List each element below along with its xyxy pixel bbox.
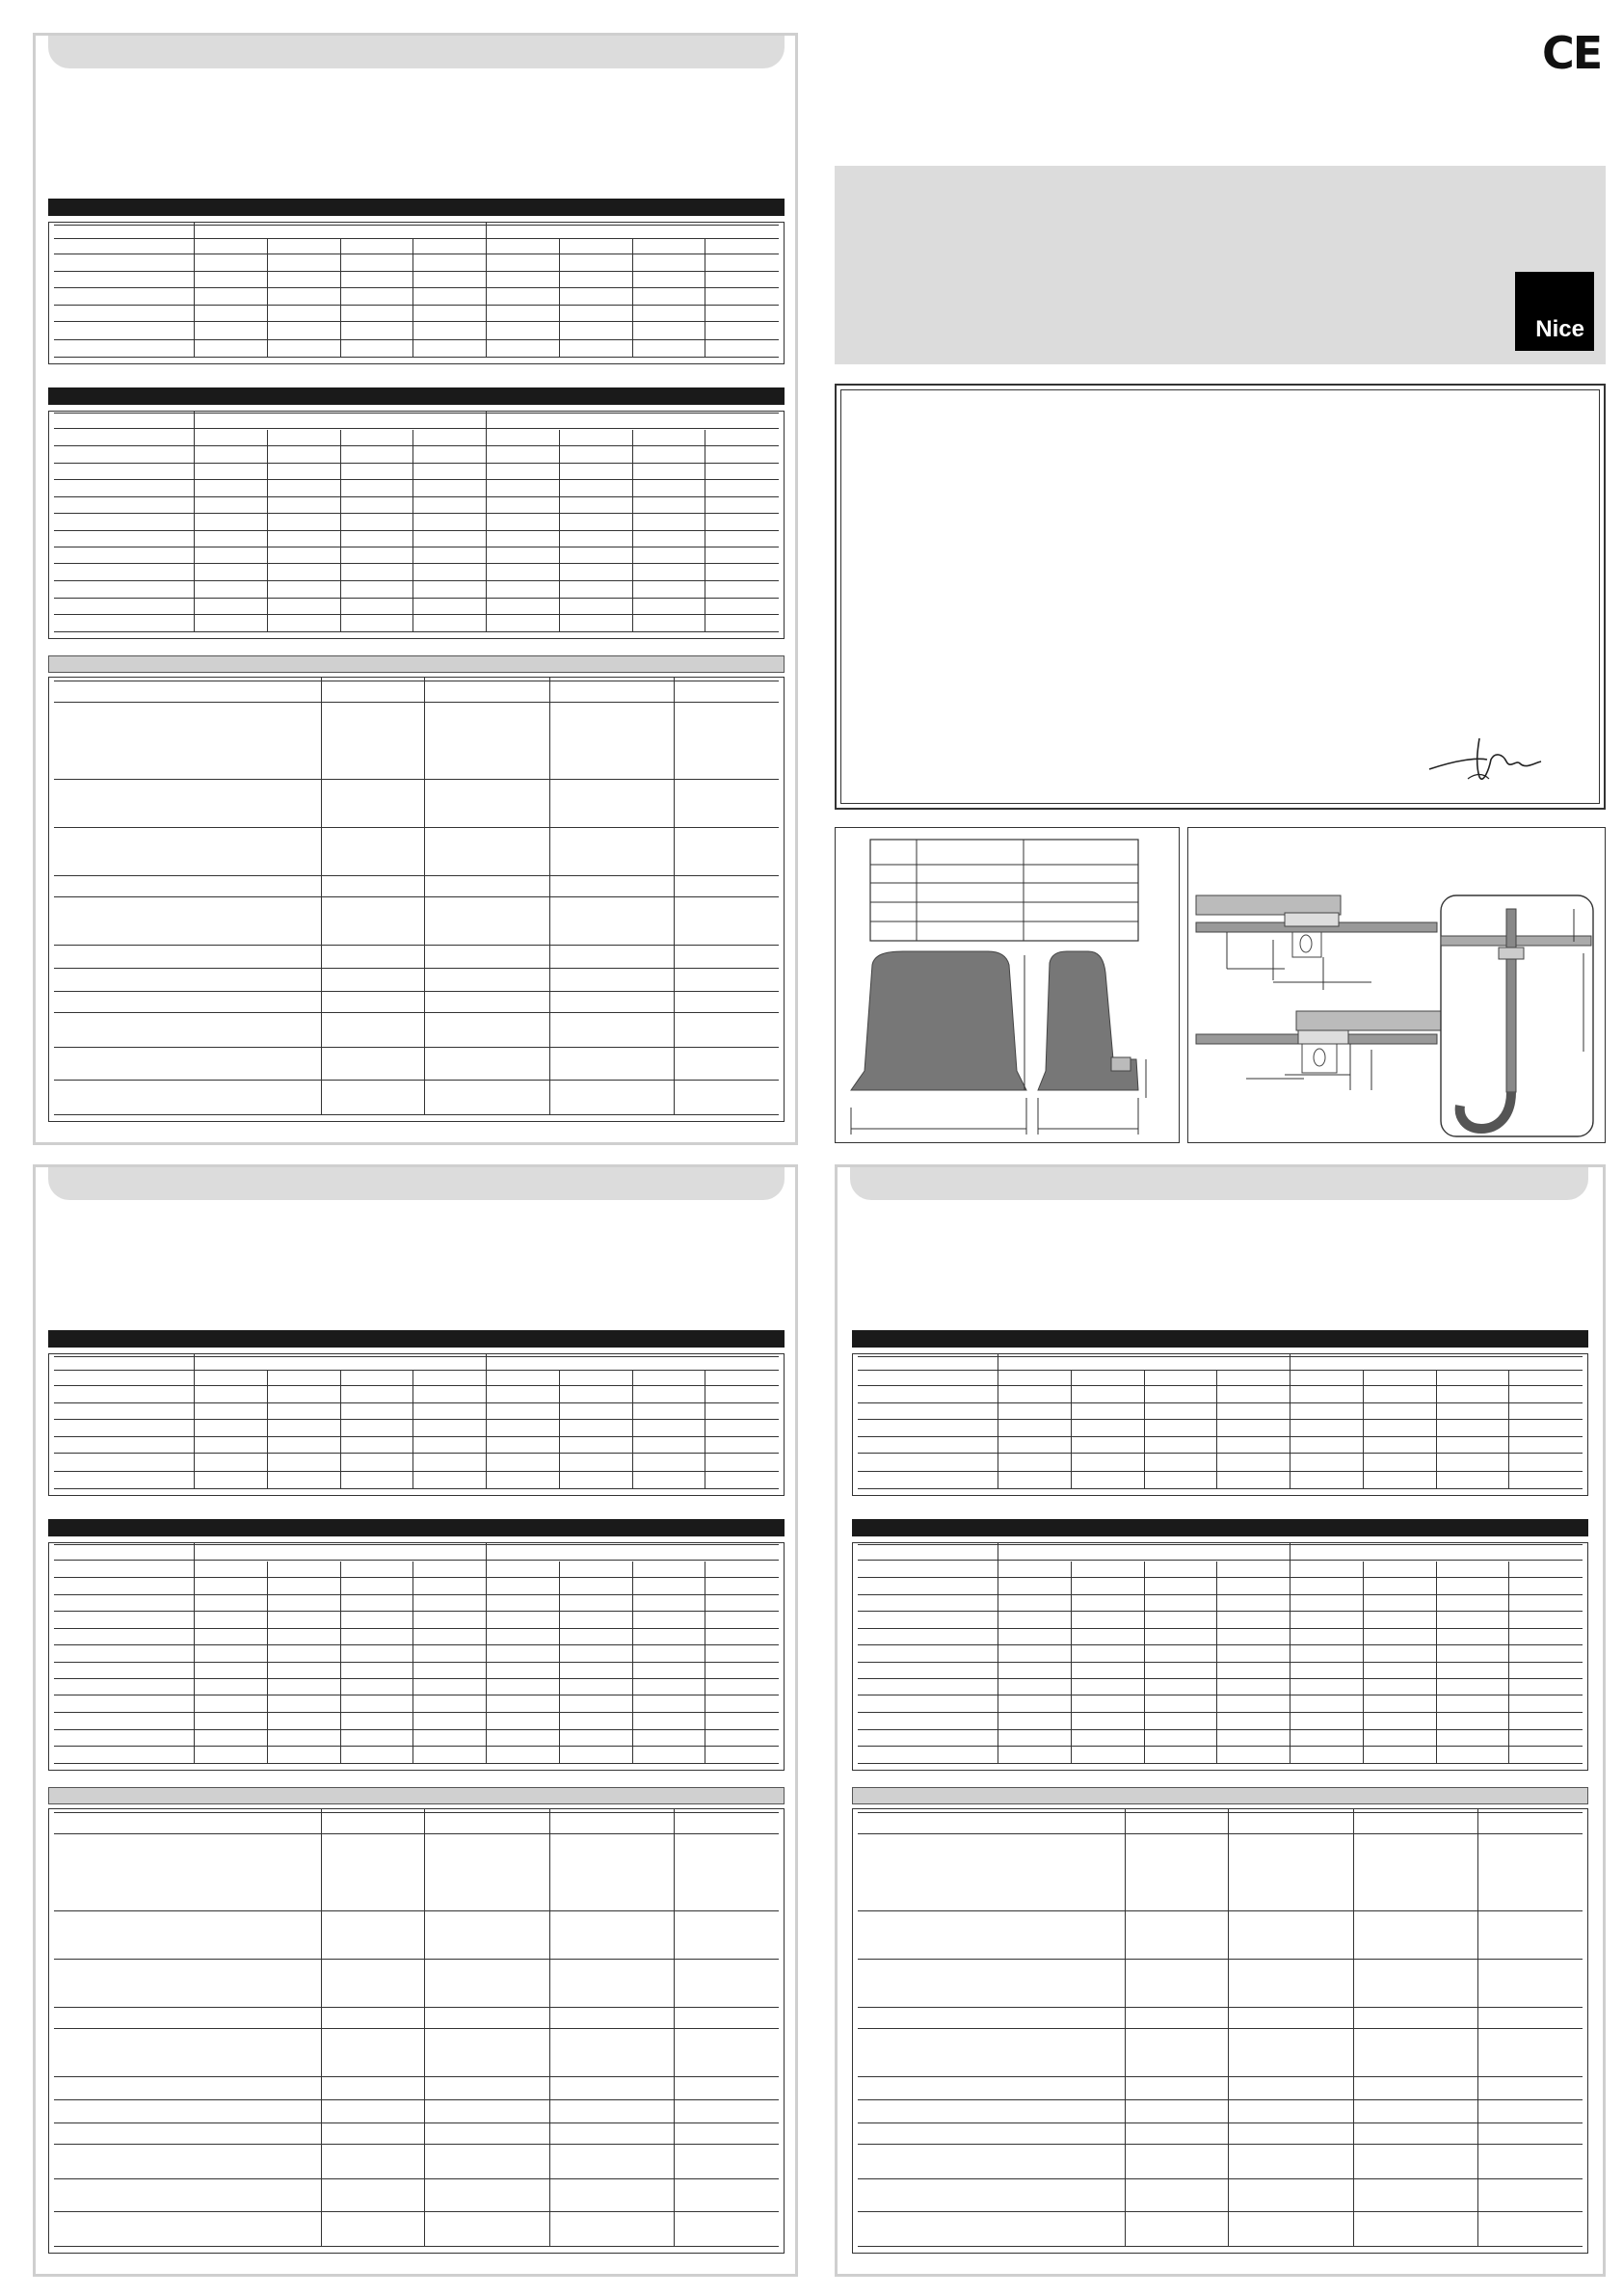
motor-table-a-col-line xyxy=(1436,1371,1437,1488)
motor-table-b-col-line xyxy=(1071,1562,1072,1763)
tech-spec-table-row-line xyxy=(858,1959,1583,1960)
motor-table-b-col-line xyxy=(267,1562,268,1763)
motor-table-b-row-line xyxy=(54,445,779,446)
motor-table-a-col-line xyxy=(194,222,195,357)
tech-spec-table-row-line xyxy=(54,1812,779,1813)
motor-table-b-row-line xyxy=(54,413,779,414)
motor-table-b-row-line xyxy=(54,580,779,581)
motor-table-a-row-line xyxy=(858,1436,1583,1437)
tech-spec-table-row-line xyxy=(54,1080,779,1081)
motor-table-b-row-line xyxy=(54,1662,779,1663)
tech-spec-table-row-line xyxy=(54,2028,779,2029)
motor-table-a-row-line xyxy=(858,1356,1583,1357)
dimension-drawing xyxy=(836,828,1179,1142)
motor-table-a-row-line xyxy=(858,1419,1583,1420)
motor-table-a-row-line xyxy=(54,1453,779,1454)
tech-spec-table-col-line xyxy=(549,1808,550,2246)
tech-spec-table-bar xyxy=(48,655,785,673)
motor-table-b-col-line xyxy=(412,1562,413,1763)
motor-table-b-col-line xyxy=(1436,1562,1437,1763)
motor-table-b-col-line xyxy=(412,430,413,631)
tech-spec-table-row-line xyxy=(858,1812,1583,1813)
motor-table-b-col-line xyxy=(632,430,633,631)
motor-table-b-col-line xyxy=(1216,1562,1217,1763)
motor-table-a-row-line xyxy=(858,1370,1583,1371)
motor-table-b-row-line xyxy=(858,1611,1583,1612)
tech-spec-table-col-line xyxy=(1125,1808,1126,2246)
tech-spec-table-row-line xyxy=(54,1910,779,1911)
tech-spec-table-row-line xyxy=(858,2028,1583,2029)
panel-top-left-tab xyxy=(48,36,785,68)
motor-table-b-col-line xyxy=(194,411,195,631)
figure-dimensions xyxy=(835,827,1180,1143)
motor-table-a-bar xyxy=(852,1330,1588,1348)
motor-table-b-row-line xyxy=(54,1712,779,1713)
tech-spec-table-row-line xyxy=(54,1012,779,1013)
installation-drawing xyxy=(1188,828,1605,1142)
tech-spec-table-bar xyxy=(852,1787,1588,1804)
motor-table-b-col-line xyxy=(340,1562,341,1763)
motor-table-a-row-line xyxy=(54,271,779,272)
tech-spec-table-col-line xyxy=(1353,1808,1354,2246)
motor-table-b-row-line xyxy=(54,496,779,497)
motor-table-b-row-line xyxy=(54,1544,779,1545)
tech-spec-table-bar xyxy=(48,1787,785,1804)
tech-spec-table-row-line xyxy=(54,2099,779,2100)
motor-table-a-grid xyxy=(852,1353,1588,1496)
tech-spec-table-row-line xyxy=(54,702,779,703)
motor-table-a-col-line xyxy=(1071,1371,1072,1488)
motor-table-a-row-line xyxy=(54,225,779,226)
motor-table-b-row-line xyxy=(858,1729,1583,1730)
motor-table-b-row-line xyxy=(54,598,779,599)
motor-table-b-row-line xyxy=(54,513,779,514)
motor-table-b-row-line xyxy=(858,1678,1583,1679)
motor-table-b-row-line xyxy=(858,1594,1583,1595)
motor-table-b-bar xyxy=(48,1519,785,1536)
tech-spec-table-row-line xyxy=(54,2211,779,2212)
tech-spec-table-col-line xyxy=(549,677,550,1114)
motor-table-a-col-line xyxy=(267,239,268,357)
motor-table-a-row-line xyxy=(858,1471,1583,1472)
tech-spec-table-row-line xyxy=(858,2178,1583,2179)
tech-spec-table-row-line xyxy=(54,2246,779,2247)
motor-table-a-row-line xyxy=(54,305,779,306)
motor-table-a-row-line xyxy=(54,287,779,288)
motor-table-a-col-line xyxy=(267,1371,268,1488)
tech-spec-table-row-line xyxy=(858,2076,1583,2077)
motor-table-b-col-line xyxy=(340,430,341,631)
declaration-box xyxy=(835,384,1606,810)
motor-table-b-row-line xyxy=(54,1594,779,1595)
motor-table-a-grid xyxy=(48,1353,785,1496)
motor-table-b-row-line xyxy=(54,614,779,615)
motor-table-b-row-line xyxy=(858,1746,1583,1747)
tech-spec-table-row-line xyxy=(54,1047,779,1048)
tech-spec-table-col-line xyxy=(424,677,425,1114)
motor-table-a-bar xyxy=(48,1330,785,1348)
motor-table-a-col-line xyxy=(559,1371,560,1488)
motor-table-b-row-line xyxy=(54,563,779,564)
tech-spec-table-row-line xyxy=(858,1833,1583,1834)
motor-table-b-col-line xyxy=(1508,1562,1509,1763)
motor-table-b-col-line xyxy=(632,1562,633,1763)
motor-table-a-row-line xyxy=(54,357,779,358)
tech-spec-table-col-line xyxy=(1228,1808,1229,2246)
motor-table-b-row-line xyxy=(858,1544,1583,1545)
tech-spec-table-row-line xyxy=(858,2099,1583,2100)
motor-table-a-col-line xyxy=(559,239,560,357)
motor-table-a-row-line xyxy=(54,1419,779,1420)
motor-table-a-col-line xyxy=(1144,1371,1145,1488)
tech-spec-table-row-line xyxy=(54,875,779,876)
tech-spec-table-row-line xyxy=(54,1114,779,1115)
motor-table-b-row-line xyxy=(858,1577,1583,1578)
motor-table-a-col-line xyxy=(340,239,341,357)
tech-spec-table-row-line xyxy=(858,2246,1583,2247)
motor-table-b-row-line xyxy=(858,1662,1583,1663)
tech-spec-table-row-line xyxy=(54,991,779,992)
motor-table-b-row-line xyxy=(858,1628,1583,1629)
tech-spec-table-col-line xyxy=(1477,1808,1478,2246)
motor-table-b-row-line xyxy=(54,631,779,632)
motor-table-b-row-line xyxy=(54,1746,779,1747)
motor-table-b-col-line xyxy=(194,1542,195,1763)
tech-spec-table-row-line xyxy=(54,827,779,828)
tech-spec-table-row-line xyxy=(858,2144,1583,2145)
tech-spec-table-col-line xyxy=(424,1808,425,2246)
tech-spec-table-row-line xyxy=(54,2007,779,2008)
tech-spec-table-row-line xyxy=(54,2122,779,2123)
motor-table-a-row-line xyxy=(54,1471,779,1472)
signature xyxy=(1420,731,1555,788)
motor-table-a-col-line xyxy=(340,1371,341,1488)
motor-table-b-col-line xyxy=(486,411,487,631)
motor-table-b-row-line xyxy=(858,1763,1583,1764)
motor-table-a-row-line xyxy=(858,1385,1583,1386)
motor-table-a-grid xyxy=(48,222,785,364)
motor-table-a-col-line xyxy=(1363,1371,1364,1488)
motor-table-b-row-line xyxy=(54,1763,779,1764)
motor-table-a-row-line xyxy=(858,1453,1583,1454)
motor-table-b-row-line xyxy=(54,1729,779,1730)
motor-table-b-row-line xyxy=(54,1611,779,1612)
motor-table-a-col-line xyxy=(194,1353,195,1488)
motor-table-b-bar xyxy=(48,387,785,405)
motor-table-a-col-line xyxy=(632,239,633,357)
nice-logo: Nice xyxy=(1515,272,1594,351)
motor-table-b-col-line xyxy=(559,430,560,631)
panel-bottom-right-tab xyxy=(850,1167,1588,1200)
motor-table-b-row-line xyxy=(54,428,779,429)
motor-table-b-row-line xyxy=(54,479,779,480)
motor-table-a-col-line xyxy=(412,239,413,357)
tech-spec-table-col-line xyxy=(674,677,675,1114)
tech-spec-table-row-line xyxy=(858,2007,1583,2008)
motor-table-b-row-line xyxy=(858,1712,1583,1713)
motor-table-a-col-line xyxy=(412,1371,413,1488)
tech-spec-table-row-line xyxy=(858,2122,1583,2123)
motor-table-b-row-line xyxy=(858,1560,1583,1561)
motor-table-a-col-line xyxy=(486,222,487,357)
tech-spec-table-row-line xyxy=(54,2144,779,2145)
motor-table-b-row-line xyxy=(54,1577,779,1578)
motor-table-b-col-line xyxy=(1144,1562,1145,1763)
tech-spec-table-row-line xyxy=(54,1959,779,1960)
motor-table-b-row-line xyxy=(54,1678,779,1679)
tech-spec-table-row-line xyxy=(54,1833,779,1834)
motor-table-b-row-line xyxy=(54,1628,779,1629)
motor-table-a-col-line xyxy=(1508,1371,1509,1488)
motor-table-b-row-line xyxy=(54,1644,779,1645)
motor-table-a-row-line xyxy=(858,1488,1583,1489)
tech-spec-table-row-line xyxy=(54,779,779,780)
motor-table-a-col-line xyxy=(1216,1371,1217,1488)
motor-table-a-row-line xyxy=(54,321,779,322)
tech-spec-table-row-line xyxy=(54,968,779,969)
motor-table-b-bar xyxy=(852,1519,1588,1536)
motor-table-a-row-line xyxy=(858,1402,1583,1403)
motor-table-b-row-line xyxy=(54,463,779,464)
motor-table-a-row-line xyxy=(54,238,779,239)
motor-table-a-row-line xyxy=(54,1385,779,1386)
motor-table-a-row-line xyxy=(54,1488,779,1489)
motor-table-a-row-line xyxy=(54,1402,779,1403)
panel-bottom-left-tab xyxy=(48,1167,785,1200)
ce-mark: CE xyxy=(1542,27,1602,79)
declaration-header xyxy=(835,166,1606,364)
motor-table-a-row-line xyxy=(54,339,779,340)
motor-table-b-col-line xyxy=(559,1562,560,1763)
tech-spec-table-row-line xyxy=(54,2076,779,2077)
motor-table-b-col-line xyxy=(1363,1562,1364,1763)
motor-table-b-col-line xyxy=(267,430,268,631)
tech-spec-table-row-line xyxy=(54,2178,779,2179)
tech-spec-table-row-line xyxy=(858,1910,1583,1911)
motor-table-b-row-line xyxy=(54,1560,779,1561)
motor-table-a-bar xyxy=(48,199,785,216)
motor-table-a-col-line xyxy=(632,1371,633,1488)
motor-table-b-row-line xyxy=(54,530,779,531)
tech-spec-table-row-line xyxy=(54,945,779,946)
tech-spec-table-row-line xyxy=(54,896,779,897)
motor-table-a-row-line xyxy=(54,1370,779,1371)
motor-table-b-row-line xyxy=(858,1644,1583,1645)
tech-spec-table-row-line xyxy=(858,2211,1583,2212)
motor-table-a-row-line xyxy=(54,1436,779,1437)
figure-installation xyxy=(1187,827,1606,1143)
tech-spec-table-col-line xyxy=(321,677,322,1114)
motor-table-a-col-line xyxy=(486,1353,487,1488)
tech-spec-table-col-line xyxy=(674,1808,675,2246)
motor-table-a-row-line xyxy=(54,1356,779,1357)
tech-spec-table-col-line xyxy=(321,1808,322,2246)
motor-table-b-col-line xyxy=(486,1542,487,1763)
